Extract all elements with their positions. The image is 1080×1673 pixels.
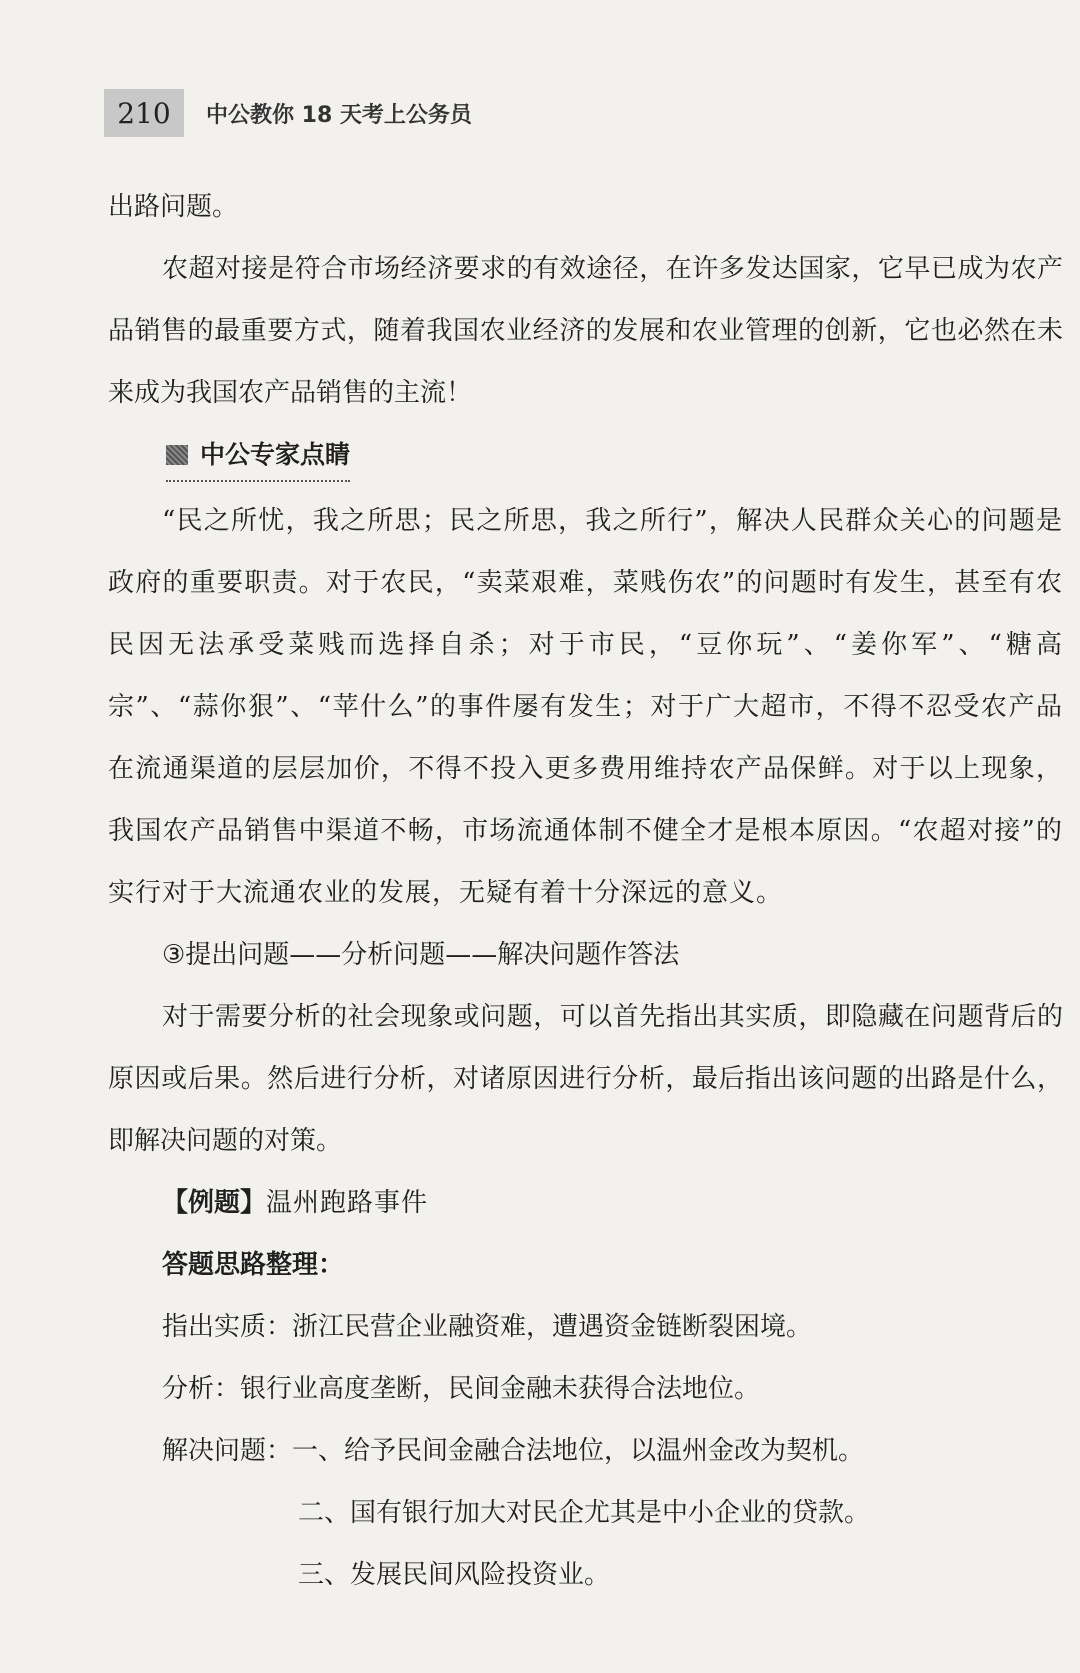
page-header xyxy=(104,86,472,140)
line-essence: 指出实质：浙江民营企业融资难，遭遇资金链断裂困境。 xyxy=(162,1312,813,1342)
line-solve-2: 二、国有银行加大对民企尤其是中小企业的贷款。 xyxy=(298,1498,871,1528)
line-solve-3: 三、发展民间风险投资业。 xyxy=(298,1560,611,1590)
paragraph-expert: “民之所忧，我之所思；民之所思，我之所行”，解决人民群众关心的问题是政府的重要职责。对于农民，“卖菜艰难，菜贱伤农”的问题时有发生，甚至有农民因无法承受菜贱而选择自杀；对于市民，“豆你玩”、“姜你军”、“糖高宗”、“蒜你狠”、“苹什么”的事件屡有发生；对于广大超市，不得不忍受农产品在流通渠道的层层加价，不得不投入更多费用维持农产品保鲜。对于以上现象，我国农产品销售中渠道不畅，市场流通体制不健全才是根本原因。“农超对接”的实行对于大流通农业的发展，无疑有着十分深远的意义。 xyxy=(108,506,1063,908)
example-line xyxy=(108,1172,1063,1234)
line-analysis: 分析：银行业高度垄断，民间金融未获得合法地位。 xyxy=(162,1374,761,1404)
paragraph-continuation: 出路问题。 xyxy=(108,192,239,222)
expert-heading xyxy=(166,432,350,482)
example-tag: 【例题】 xyxy=(162,1188,267,1218)
square-bullet-icon xyxy=(166,445,188,465)
example-title: 温州跑路事件 xyxy=(266,1188,429,1218)
line-solve-1: 解决问题：一、给予民间金融合法地位，以温州金改为契机。 xyxy=(162,1436,865,1466)
answer-heading: 答题思路整理： xyxy=(162,1250,345,1280)
expert-heading-row xyxy=(108,424,1063,490)
paragraph-method: 对于需要分析的社会现象或问题，可以首先指出其实质，即隐藏在问题背后的原因或后果。然后进行分析，对诸原因进行分析，最后指出该问题的出路是什么，即解决问题的对策。 xyxy=(108,1002,1063,1156)
method-heading: ③提出问题——分析问题——解决问题作答法 xyxy=(162,940,680,970)
page-number: 210 xyxy=(104,89,184,137)
paragraph-nongchao: 农超对接是符合市场经济要求的有效途径，在许多发达国家，它早已成为农产品销售的最重要方式，随着我国农业经济的发展和农业管理的创新，它也必然在未来成为我国农产品销售的主流！ xyxy=(108,254,1063,408)
body-text xyxy=(108,176,1063,1606)
expert-heading-label: 中公专家点睛 xyxy=(200,440,351,469)
book-title: 中公教你 18 天考上公务员 xyxy=(206,102,472,128)
